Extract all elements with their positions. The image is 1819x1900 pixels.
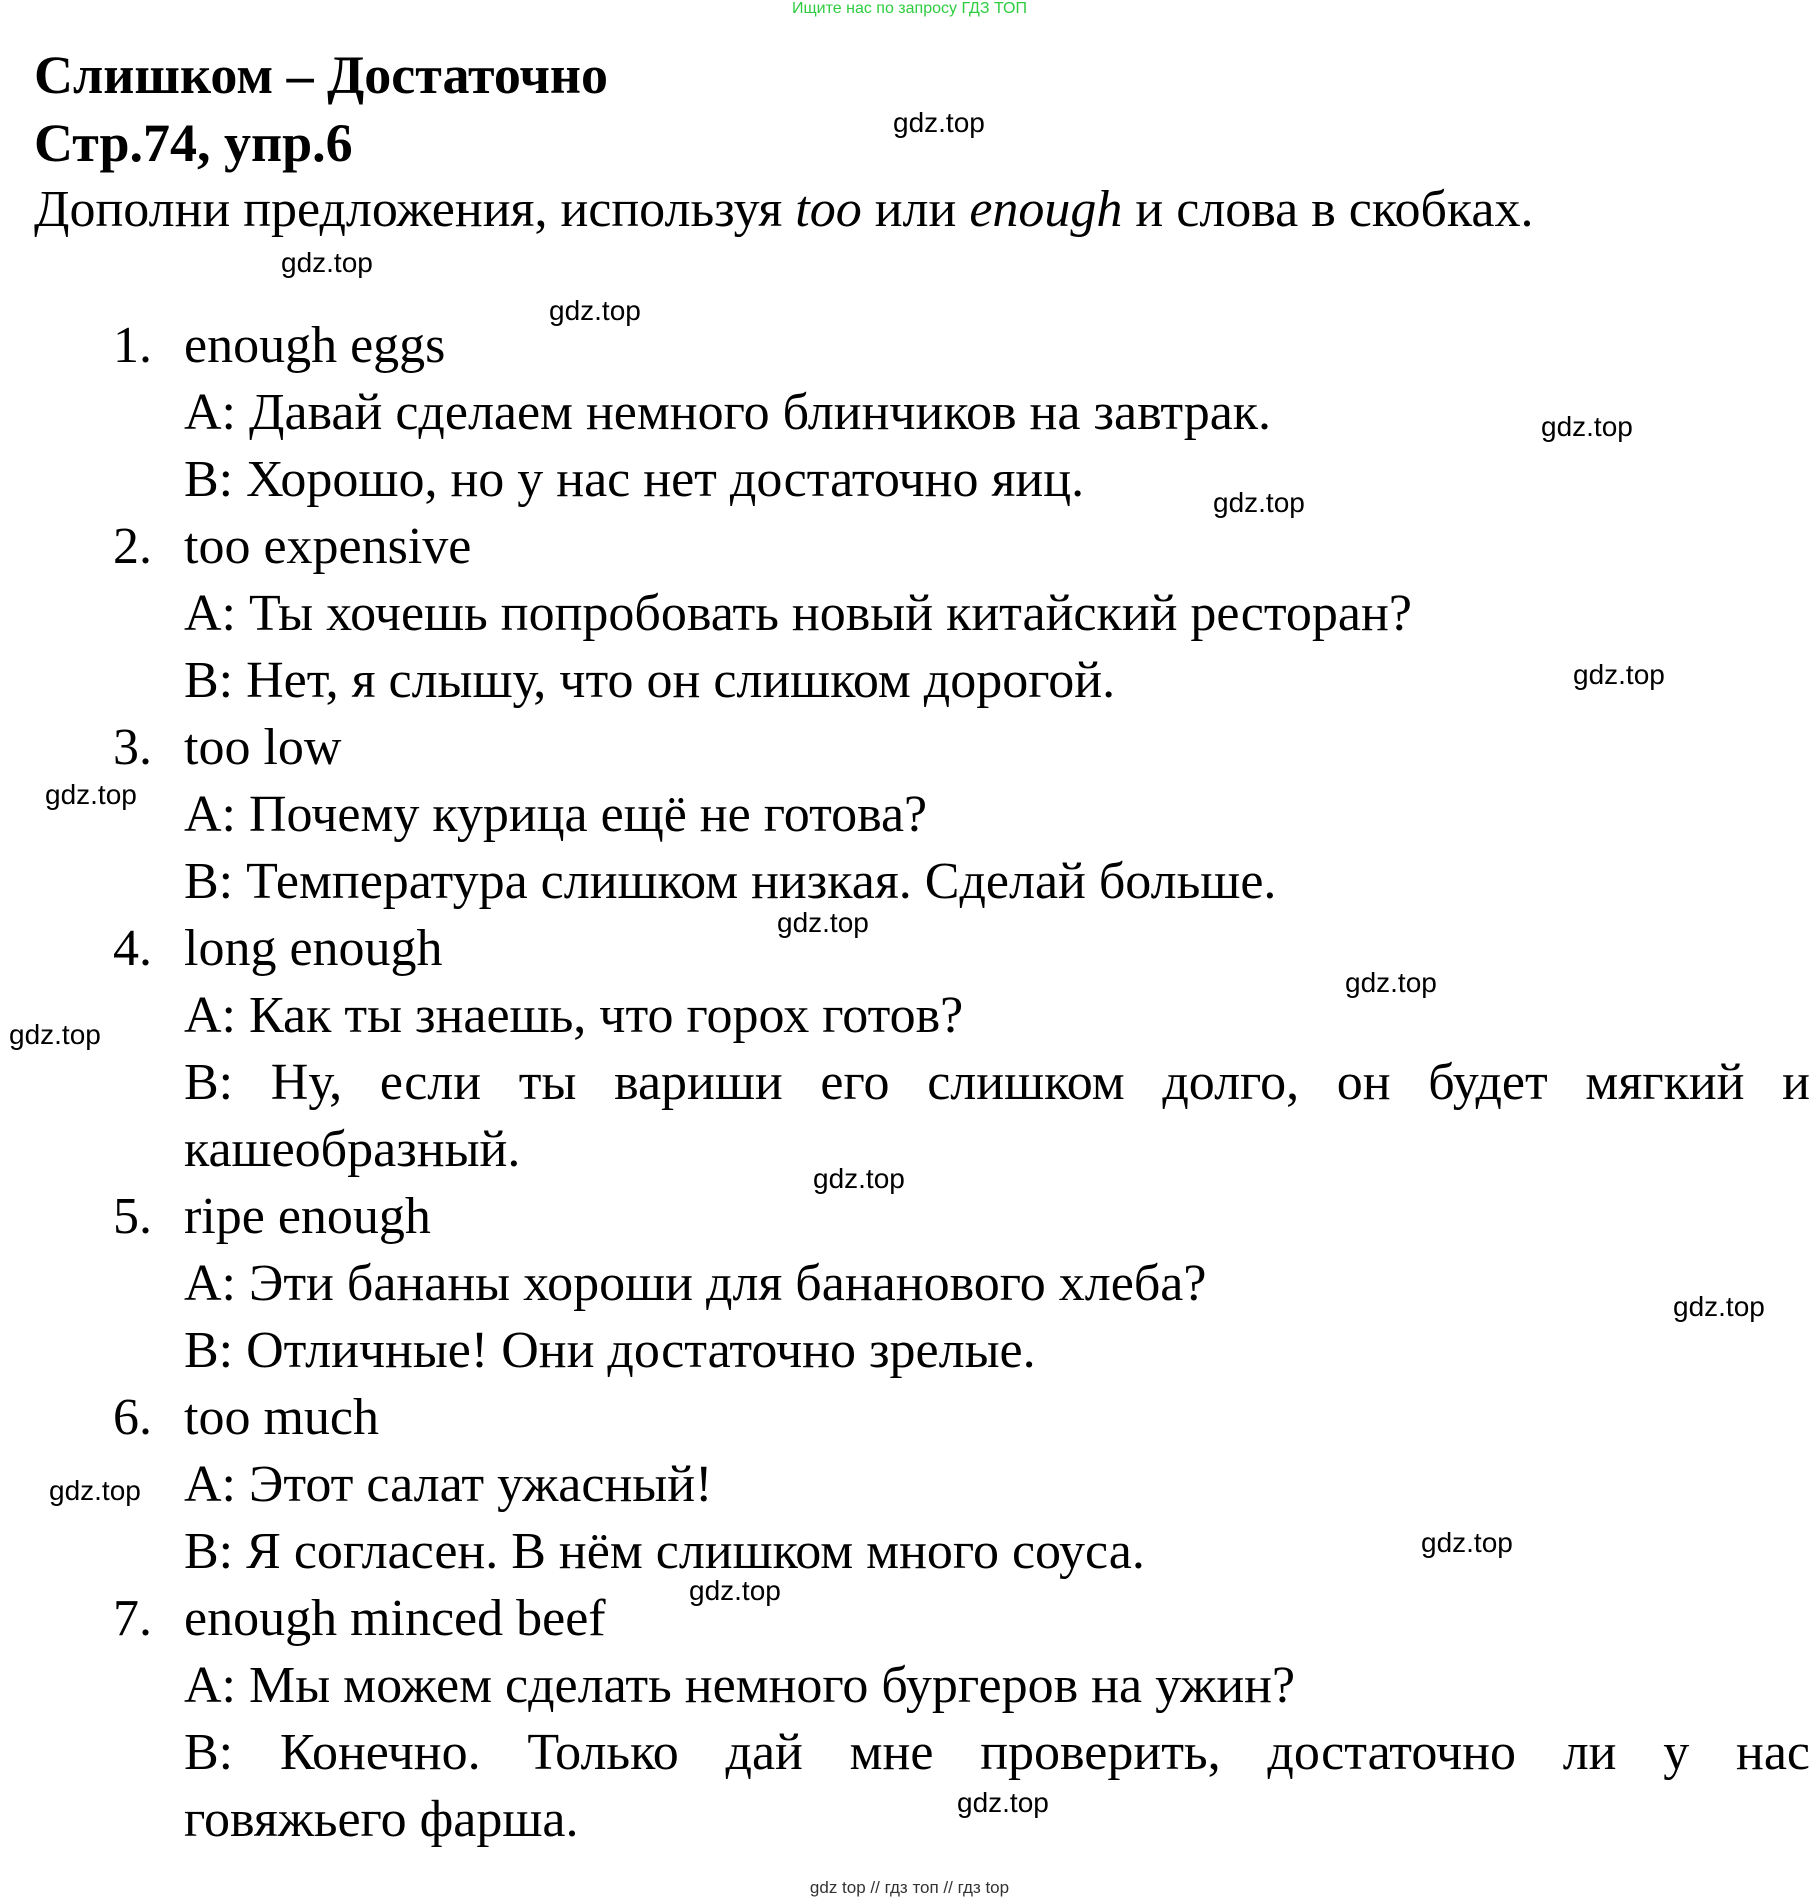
page-title: Слишком – Достаточно [34, 45, 609, 105]
instruction-after: и слова в скобках. [1122, 181, 1534, 238]
item-phrase: too much [184, 1389, 379, 1446]
item-number: 6. [113, 1389, 152, 1446]
item-line-b-cont: говяжьего фарша. [184, 1791, 579, 1848]
item-line-b: B: Отличные! Они достаточно зрелые. [184, 1322, 1036, 1379]
watermark: gdz.top [777, 907, 869, 938]
watermark: gdz.top [1673, 1291, 1765, 1322]
instruction-before: Дополни предложения, используя [34, 181, 796, 238]
instruction-word-too: too [795, 181, 862, 238]
item-line-a: A: Как ты знаешь, что горох готов? [184, 987, 964, 1044]
item-number: 1. [113, 317, 152, 374]
item-line-b: B: Конечно. Только дай мне проверить, достаточно ли у нас [184, 1724, 1810, 1781]
watermark: gdz.top [1213, 487, 1305, 518]
item-line-b: B: Ну, если ты вариши его слишком долго, он будет мягкий и [184, 1054, 1810, 1111]
watermark: gdz.top [1421, 1527, 1513, 1558]
item-line-b-cont: кашеобразный. [184, 1121, 521, 1178]
page-subtitle: Стр.74, упр.6 [34, 113, 353, 173]
item-line-b: B: Хорошо, но у нас нет достаточно яиц. [184, 451, 1085, 508]
item-phrase: long enough [184, 920, 443, 977]
item-number: 5. [113, 1188, 152, 1245]
watermark: gdz.top [689, 1575, 781, 1606]
watermark: gdz.top [1541, 411, 1633, 442]
item-line-a: A: Мы можем сделать немного бургеров на ужин? [184, 1657, 1296, 1714]
instruction [34, 181, 1534, 238]
watermark: gdz.top [9, 1019, 101, 1050]
item-line-a: A: Ты хочешь попробовать новый китайский ресторан? [184, 585, 1412, 642]
watermark: gdz.top [957, 1787, 1049, 1818]
item-line-a: A: Этот салат ужасный! [184, 1456, 713, 1513]
item-line-b: B: Нет, я слышу, что он слишком дорогой. [184, 652, 1116, 709]
item-line-a: A: Эти бананы хороши для бананового хлеба? [184, 1255, 1207, 1312]
watermark: gdz.top [1573, 659, 1665, 690]
watermark: gdz.top [549, 295, 641, 326]
watermark: gdz.top [1345, 967, 1437, 998]
item-phrase: too expensive [184, 518, 472, 575]
item-number: 3. [113, 719, 152, 776]
instruction-middle: или [861, 181, 970, 238]
watermark: gdz.top [281, 247, 373, 278]
item-phrase: ripe enough [184, 1188, 431, 1245]
item-number: 7. [113, 1590, 152, 1647]
item-phrase: too low [184, 719, 342, 776]
item-line-b: B: Я согласен. В нём слишком много соуса. [184, 1523, 1145, 1580]
item-line-b: B: Температура слишком низкая. Сделай больше. [184, 853, 1277, 910]
item-number: 4. [113, 920, 152, 977]
top-banner: Ищите нас по запросу ГДЗ ТОП [792, 0, 1027, 17]
watermark: gdz.top [813, 1163, 905, 1194]
item-number: 2. [113, 518, 152, 575]
footer-watermark: gdz top // гдз топ // гдз top [809, 1878, 1010, 1897]
watermark: gdz.top [45, 779, 137, 810]
item-line-a: A: Давай сделаем немного блинчиков на завтрак. [184, 384, 1272, 441]
item-phrase: enough eggs [184, 317, 446, 374]
item-phrase: enough minced beef [184, 1590, 606, 1647]
watermark: gdz.top [893, 107, 985, 138]
item-line-a: A: Почему курица ещё не готова? [184, 786, 928, 843]
watermark: gdz.top [49, 1475, 141, 1506]
instruction-word-enough: enough [969, 181, 1123, 238]
